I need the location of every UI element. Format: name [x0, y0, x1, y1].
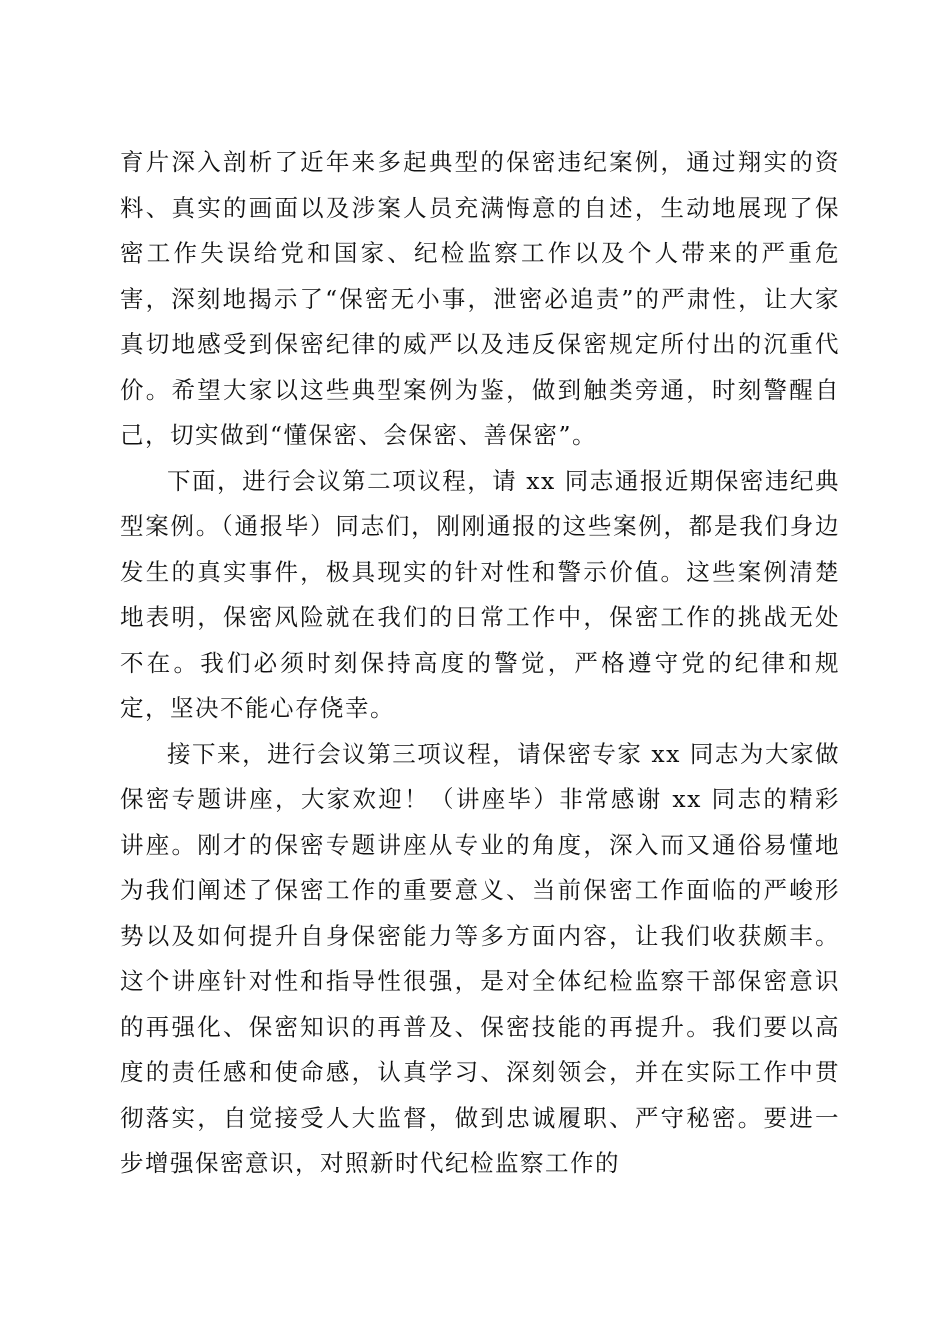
paragraph-3: 接下来，进行会议第三项议程，请保密专家 xx 同志为大家做保密专题讲座，大家欢迎！（讲座毕）非常感谢 xx 同志的精彩讲座。刚才的保密专题讲座从专业的角度，深入而又通俗易懂地为我们阐述了保密工作的重要意义、当前保密工作面临的严峻形势以及如何提升自身保密能力等多方面内容，让我们收获颇丰。这个讲座针对性和指导性很强，是对全体纪检监察干部保密意识的再强化、保密知识的再普及、保密技能的再提升。我们要以高度的责任感和使命感，认真学习、深刻领会，并在实际工作中贯彻落实，自觉接受人大监督，做到忠诚履职、严守秘密。要进一步增强保密意识，对照新时代纪检监察工作的	[120, 739, 840, 1177]
paragraph-1: 育片深入剖析了近年来多起典型的保密违纪案例，通过翔实的资料、真实的画面以及涉案人员充满悔意的自述，生动地展现了保密工作失误给党和国家、纪检监察工作以及个人带来的严重危害，深刻地揭示了“保密无小事，泄密必追责”的严肃性，让大家真切地感受到保密纪律的威严以及违反保密规定所付出的沉重代价。希望大家以这些典型案例为鉴，做到触类旁通，时刻警醒自己，切实做到“懂保密、会保密、善保密”。	[120, 148, 840, 449]
document-body	[120, 140, 840, 1187]
paragraph-2: 下面，进行会议第二项议程，请 xx 同志通报近期保密违纪典型案例。（通报毕）同志们，刚刚通报的这些案例，都是我们身边发生的真实事件，极具现实的针对性和警示价值。这些案例清楚地表明，保密风险就在我们的日常工作中，保密工作的挑战无处不在。我们必须时刻保持高度的警觉，严格遵守党的纪律和规定，坚决不能心存侥幸。	[120, 466, 840, 722]
